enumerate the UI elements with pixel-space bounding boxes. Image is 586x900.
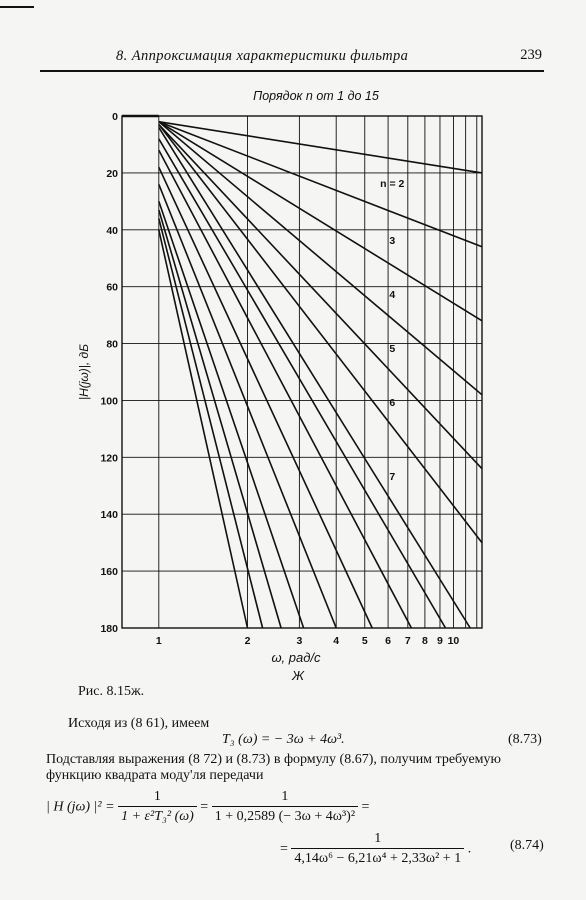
series-line-n2 [159, 122, 482, 247]
series-line-n13 [159, 210, 281, 628]
series-line-n6 [159, 125, 482, 543]
series-line-n1 [159, 122, 482, 173]
body-line-2: Подставляя выражения (8 72) и (8.73) в формулу (8.67), получим требуемую [46, 752, 501, 767]
x-tick-label: 1 [155, 635, 162, 647]
y-tick-label: 120 [100, 452, 118, 465]
y-tick-label: 20 [106, 167, 118, 180]
running-head [40, 46, 544, 72]
series-label: 5 [389, 343, 396, 356]
series-line-n5 [159, 125, 482, 469]
x-axis-label: ω, рад/с [271, 650, 321, 665]
fraction-2-numerator: 1 [212, 788, 358, 807]
fraction-2-denominator: 1 + 0,2589 (− 3ω + 4ω³)² [214, 809, 356, 824]
fraction-1 [118, 788, 197, 827]
chart-grid [122, 116, 482, 628]
y-axis-label: |H(jω)|, дБ [77, 343, 91, 401]
series-label: n = 2 [380, 178, 405, 191]
series-label: 3 [389, 235, 396, 247]
series-label: 6 [389, 397, 396, 410]
chart-series-group [122, 116, 482, 628]
x-tick-label: 5 [361, 635, 368, 647]
x-tick-label: 10 [447, 635, 460, 647]
y-tick-label: 100 [100, 395, 118, 408]
top-rule [0, 6, 34, 8]
body-line-1: Исходя из (8 61), имеем [68, 716, 210, 731]
running-title: 8. Аппроксимация характеристики фильтра [116, 48, 409, 64]
y-tick-label: 0 [112, 111, 118, 123]
chart-sublabel: Ж [292, 668, 304, 680]
equation-8-74-lhs: | H (jω) |² = [46, 799, 115, 815]
equals-sign-2: = [361, 799, 370, 815]
fraction-3-numerator: 1 [291, 830, 464, 849]
x-tick-label: 2 [244, 635, 251, 647]
equation-end: . [467, 841, 472, 857]
series-line-n4 [159, 122, 482, 395]
series-line-n10 [159, 167, 372, 628]
series-line-n9 [159, 150, 412, 628]
y-tick-label: 160 [100, 566, 118, 579]
series-label: 7 [389, 471, 396, 484]
equation-number-8-73: (8.73) [508, 732, 542, 747]
y-tick-label: 60 [106, 281, 118, 294]
x-tick-label: 6 [385, 635, 392, 647]
x-tick-label: 4 [333, 635, 340, 647]
page-number: 239 [520, 47, 542, 63]
x-tick-label: 3 [296, 635, 303, 647]
equation-number-8-74: (8.74) [510, 838, 544, 853]
series-line-n15 [159, 230, 248, 628]
fraction-1-numerator: 1 [118, 788, 197, 807]
equation-8-73 [222, 732, 345, 748]
series-label: 4 [389, 289, 396, 302]
plot-frame [122, 116, 482, 628]
y-tick-label: 180 [100, 623, 118, 635]
fraction-3 [291, 830, 464, 869]
body-line-3: функцию квадрата моду'ля передачи [46, 768, 264, 783]
series-line-n12 [159, 201, 304, 628]
attenuation-chart [0, 80, 586, 680]
x-tick-label: 9 [437, 635, 443, 647]
fraction-3-denominator: 4,14ω⁶ − 6,21ω⁴ + 2,33ω² + 1 [294, 851, 462, 866]
fraction-1-denominator: 1 + ε²T₃² (ω) [121, 809, 194, 824]
figure-caption: Рис. 8.15ж. [78, 684, 145, 699]
y-tick-label: 80 [106, 338, 118, 351]
x-tick-label: 7 [404, 635, 411, 647]
fraction-2 [212, 788, 358, 827]
y-tick-label: 40 [106, 224, 118, 237]
series-line-n7 [159, 127, 470, 628]
equation-8-73-body: T₃ (ω) = − 3ω + 4ω³. [222, 732, 345, 747]
chart-title: Порядок n от 1 до 15 [253, 89, 379, 103]
equals-sign-3: = [280, 841, 288, 857]
y-tick-label: 140 [100, 509, 118, 522]
equation-8-74-line-2 [280, 830, 471, 869]
equals-sign: = [200, 799, 209, 815]
equation-8-74-line-1 [46, 788, 369, 827]
x-tick-label: 8 [421, 635, 428, 647]
